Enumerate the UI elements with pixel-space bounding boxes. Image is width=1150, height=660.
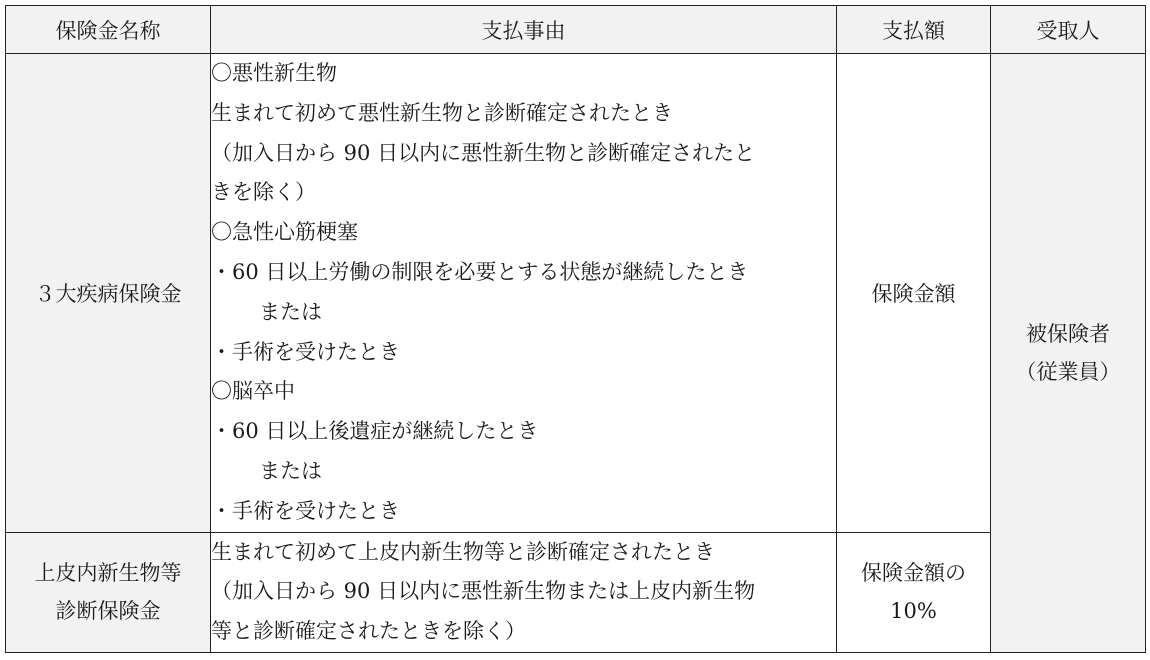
header-payment-amount: 支払額 (837, 6, 991, 54)
benefit-name: ３大疾病保険金 (34, 281, 182, 306)
reason-line: ・60 日以上後遺症が継続したとき (211, 419, 539, 444)
reason-line: 〇脳卒中 (211, 379, 295, 404)
benefit-name-cell (6, 532, 211, 652)
reason-line: ・手術を受けたとき (211, 498, 400, 523)
payment-amount-line: 10% (890, 599, 937, 624)
payment-amount: 保険金額 (871, 281, 956, 306)
reason-line: きを除く） (211, 180, 316, 205)
benefit-name-line: 診断保険金 (55, 599, 161, 624)
header-payment-reason: 支払事由 (211, 6, 837, 54)
reason-line: 生まれて初めて上皮内新生物等と診断確定されたとき (211, 539, 715, 564)
payment-amount-line: 保険金額の (861, 561, 966, 586)
table-header-row (6, 6, 1146, 54)
reason-line: （加入日から 90 日以内に悪性新生物または上皮内新生物 (211, 579, 756, 604)
reason-line: 〇急性心筋梗塞 (211, 220, 358, 245)
benefit-name-cell (6, 54, 211, 533)
payment-reason-cell (211, 54, 837, 533)
recipient-cell (991, 54, 1146, 653)
table-row (6, 532, 1146, 652)
reason-line: 等と診断確定されたときを除く） (211, 619, 526, 644)
payment-amount-cell (837, 532, 991, 652)
reason-line: 生まれて初めて悪性新生物と診断確定されたとき (211, 100, 673, 125)
header-recipient: 受取人 (991, 6, 1146, 54)
payment-amount-cell (837, 54, 991, 533)
table-row (6, 54, 1146, 533)
reason-line: （加入日から 90 日以内に悪性新生物と診断確定されたと (211, 140, 756, 165)
payment-reason-cell (211, 532, 837, 652)
recipient-line: （従業員） (1015, 359, 1121, 384)
reason-line: ・60 日以上労働の制限を必要とする状態が継続したとき (211, 259, 749, 284)
reason-line: または (259, 458, 322, 483)
reason-line: または (259, 299, 322, 324)
reason-line: ・手術を受けたとき (211, 339, 400, 364)
reason-line: 〇悪性新生物 (211, 61, 337, 85)
benefits-table (5, 5, 1146, 653)
benefit-name-line: 上皮内新生物等 (34, 561, 182, 586)
header-benefit-name: 保険金名称 (6, 6, 211, 54)
recipient-line: 被保険者 (1026, 321, 1110, 346)
